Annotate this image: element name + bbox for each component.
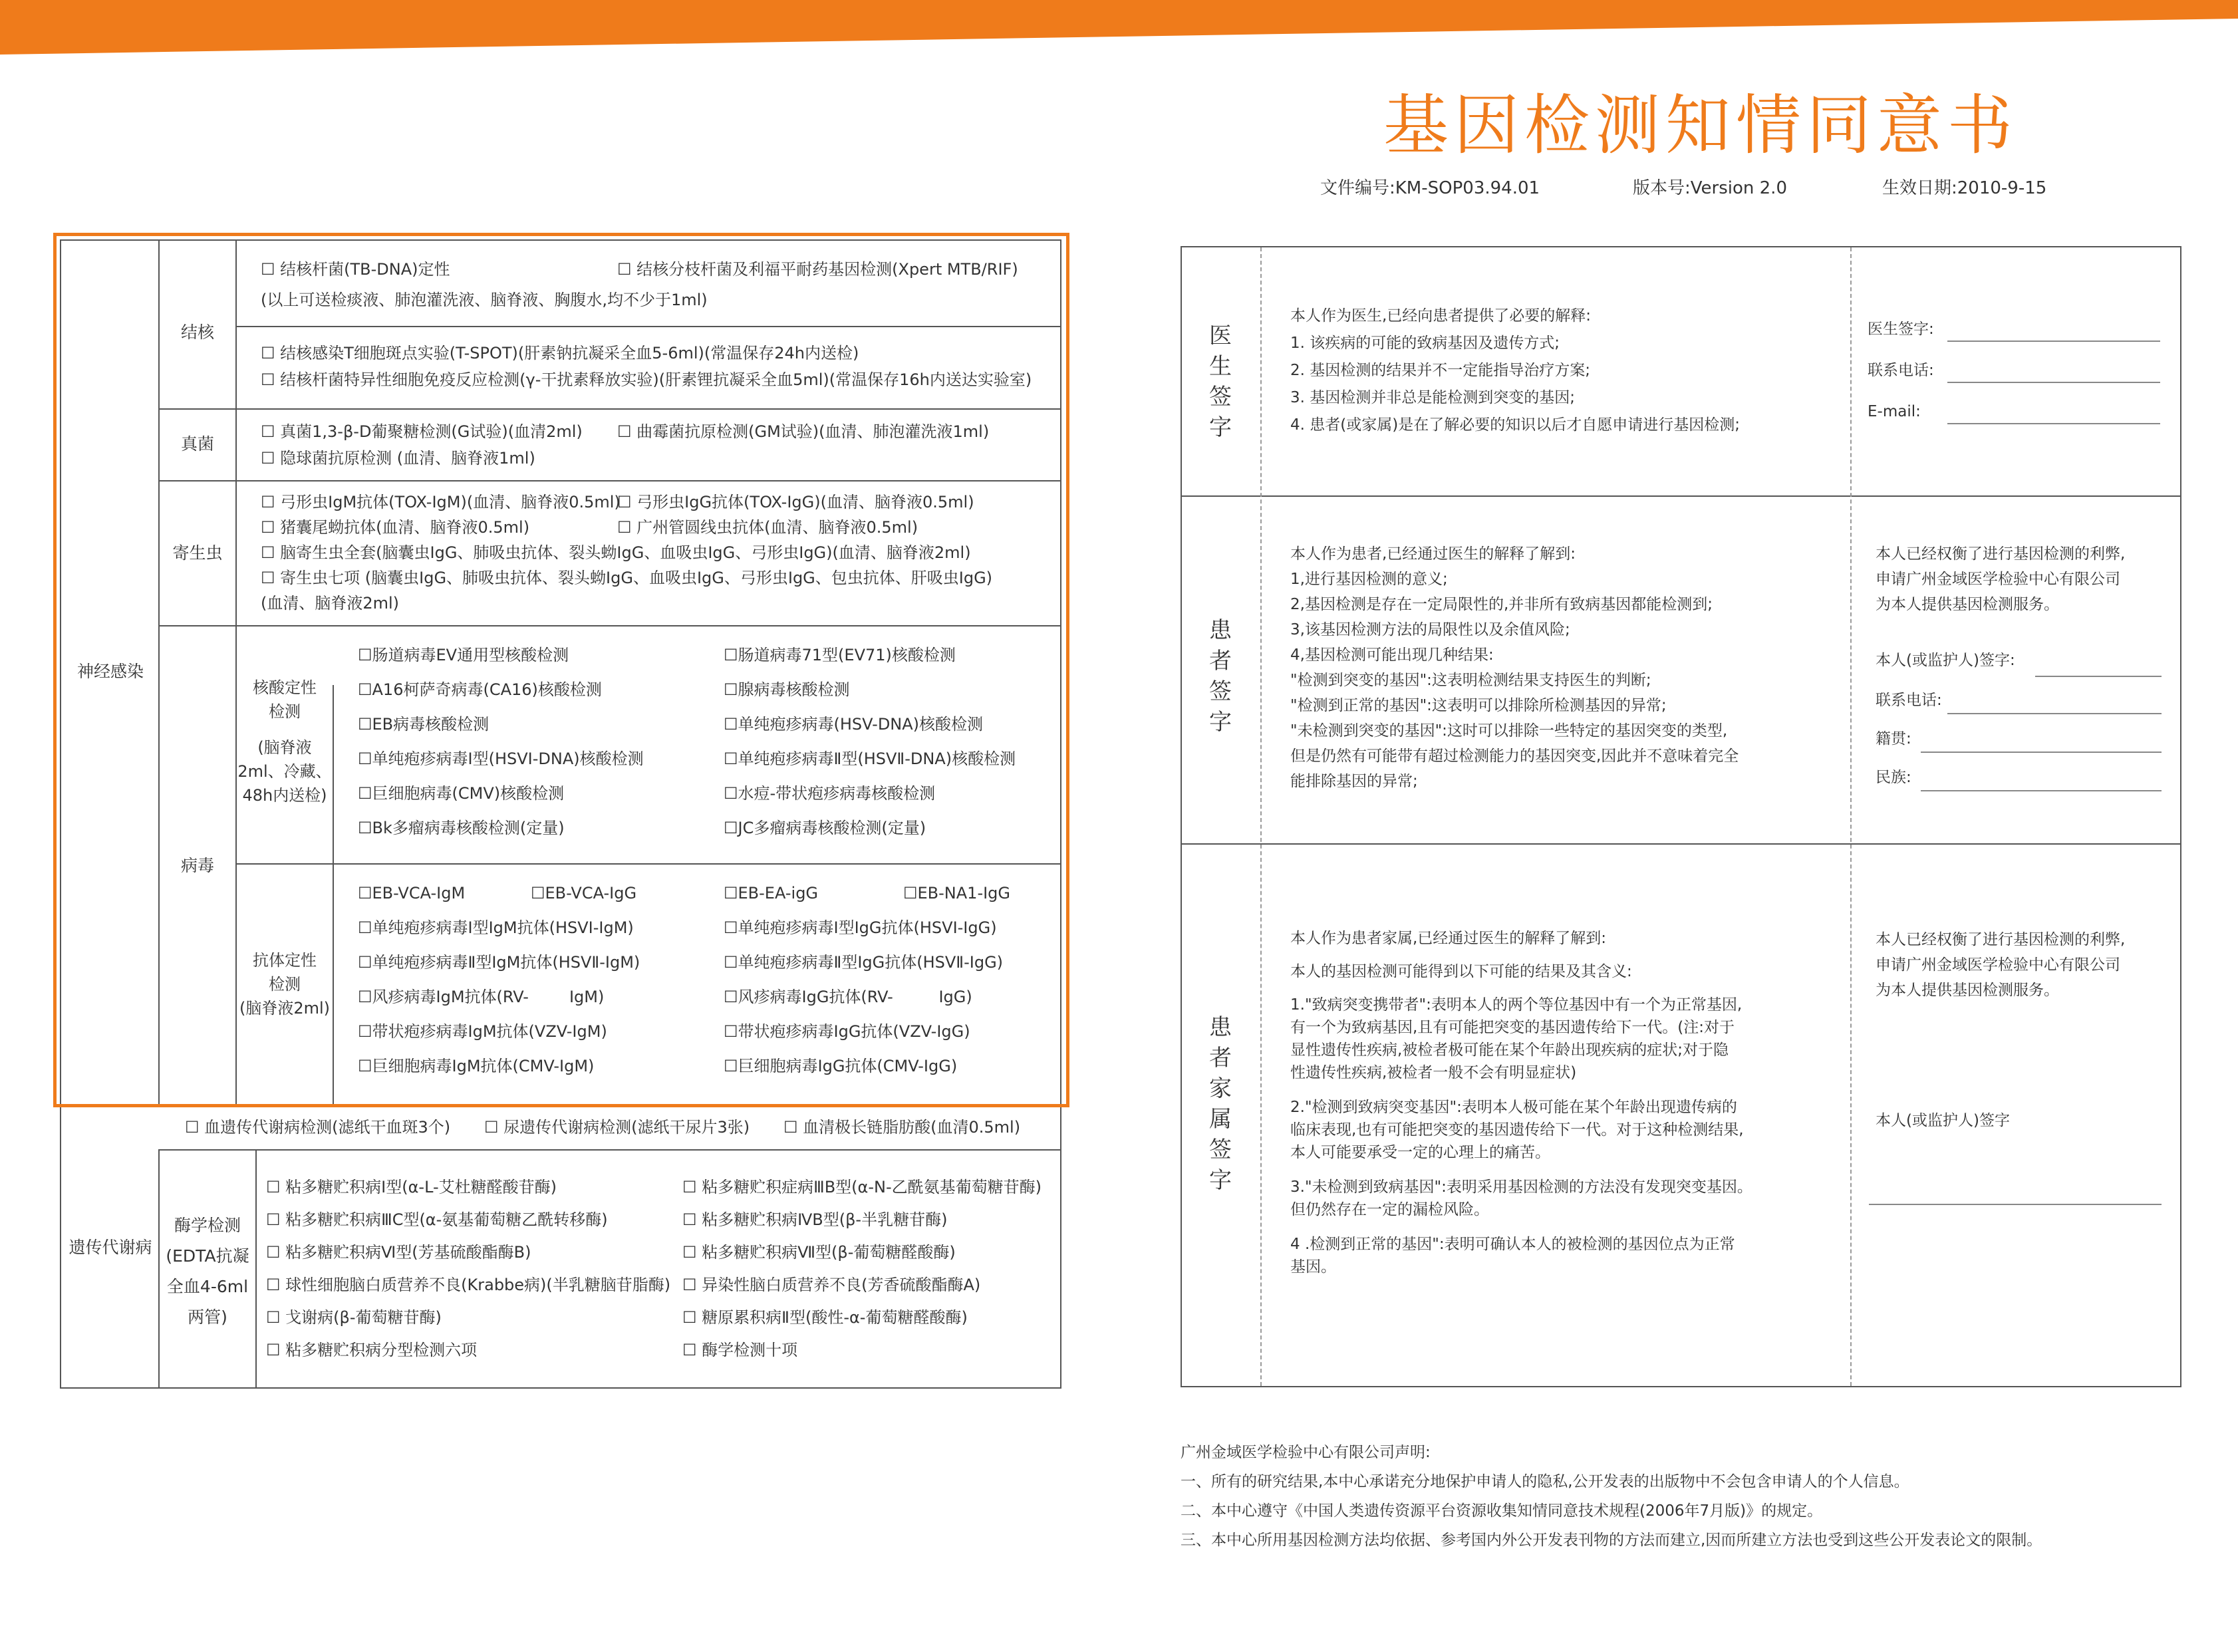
enzyme-test-checkbox[interactable]: ☐ 异染性脑白质营养不良(芳香硫酸酯酶A): [682, 1276, 981, 1294]
nucleic-test-checkbox[interactable]: ☐单纯疱疹病毒Ⅰ型(HSVⅠ-DNA)核酸检测: [358, 750, 644, 768]
vertical-label-char: 生: [1209, 353, 1232, 380]
family-signature-label: [1207, 1012, 1234, 1196]
doctor-signature-label: [1207, 321, 1234, 443]
enzyme-test-checkbox[interactable]: ☐ 粘多糖贮积病分型检测六项: [266, 1341, 478, 1359]
tb-label: 结核: [180, 323, 214, 342]
fungus-label: 真菌: [180, 434, 214, 454]
doctor-statement-line: 本人作为医生,已经向患者提供了必要的解释:: [1290, 307, 1592, 325]
nucleic-test-checkbox[interactable]: ☐腺病毒核酸检测: [724, 680, 850, 699]
family-statement-line: 4 .检测到正常的基因":表明可确认本人的被检测的基因位点为正常: [1290, 1236, 1735, 1253]
statement-item: 三、本中心所用基因检测方法均依据、参考国内外公开发表刊物的方法而建立,因而所建立方法也受到这些公开发表论文的限制。: [1181, 1532, 2042, 1549]
xpert-checkbox[interactable]: ☐ 结核分枝杆菌及利福平耐药基因检测(Xpert MTB/RIF): [617, 260, 1018, 279]
vertical-label-char: 字: [1209, 414, 1232, 441]
urine-metabolic-checkbox[interactable]: ☐ 尿遗传代谢病检测(滤纸干尿片3张): [484, 1118, 750, 1137]
patient-statement-line: 4,基因检测可能出现几种结果:: [1290, 646, 1494, 664]
patient-phone-line[interactable]: [1947, 713, 2162, 714]
vertical-label-char: 字: [1209, 1167, 1232, 1194]
family-statement: [1290, 927, 1752, 1278]
nucleic-test-checkbox[interactable]: ☐EB病毒核酸检测: [358, 715, 490, 734]
enzyme-test-checkbox[interactable]: ☐ 粘多糖贮积病ⅢC型(α-氨基葡萄糖乙酰转移酶): [266, 1210, 608, 1229]
igra-checkbox[interactable]: ☐ 结核杆菌特异性细胞免疫反应检测(γ-干扰素释放实验)(肝素锂抗凝采全血5ml)(常温保存16h内送达实验室): [261, 370, 1032, 389]
antibody-test-checkbox[interactable]: ☐单纯疱疹病毒Ⅰ型IgG抗体(HSVⅠ-IgG): [724, 918, 997, 937]
patient-statement: [1290, 541, 1739, 794]
doctor-phone-line[interactable]: [1947, 382, 2160, 383]
patient-origin-line[interactable]: [1921, 752, 2162, 753]
nucleic-test-checkbox[interactable]: ☐JC多瘤病毒核酸检测(定量): [724, 819, 926, 837]
antibody-ebv-checkbox[interactable]: ☐EB-EA-igG: [724, 884, 819, 902]
patient-statement-line: 能排除基因的异常;: [1290, 773, 1418, 790]
vertical-label-char: 签: [1209, 1137, 1232, 1163]
statement-title: 广州金域医学检验中心有限公司声明:: [1181, 1444, 1431, 1461]
family-statement-line: 本人可能要承受一定的心理上的痛苦。: [1290, 1144, 1550, 1161]
tspot-checkbox[interactable]: ☐ 结核感染T细胞斑点实验(T-SPOT)(肝素钠抗凝采全血5-6ml)(常温保存24h内送检): [261, 344, 859, 362]
nucleic-test-checkbox[interactable]: ☐巨细胞病毒(CMV)核酸检测: [358, 784, 565, 803]
vertical-label-char: 医: [1209, 323, 1232, 349]
nucleic-test-checkbox[interactable]: ☐水痘-带状疱疹病毒核酸检测: [724, 784, 936, 803]
enzyme-test-checkbox[interactable]: ☐ 戈谢病(β-葡萄糖苷酶): [266, 1308, 442, 1327]
doctor-statement-line: 4. 患者(或家属)是在了解必要的知识以后才自愿申请进行基因检测;: [1290, 416, 1740, 434]
g-test-checkbox[interactable]: ☐ 真菌1,3-β-D葡聚糖检测(G试验)(血清2ml): [261, 422, 583, 441]
parasite-sample-note: (血清、脑脊液2ml): [261, 594, 400, 613]
doctor-statement: [1290, 303, 1740, 439]
patient-ethnic-label: 民族:: [1876, 769, 1911, 786]
tox-igg-checkbox[interactable]: ☐ 弓形虫IgG抗体(TOX-IgG)(血清、脑脊液0.5ml): [617, 493, 974, 511]
patient-ethnic-line[interactable]: [1921, 790, 2162, 791]
antibody-ebv-checkbox[interactable]: ☐EB-VCA-IgM: [358, 884, 466, 902]
antibody-test-checkbox[interactable]: ☐带状疱疹病毒IgM抗体(VZV-IgM): [358, 1022, 607, 1041]
family-statement-line: 3."未检测到致病基因":表明采用基因检测的方法没有发现突变基因。: [1290, 1178, 1752, 1196]
antibody-test-checkbox[interactable]: ☐单纯疱疹病毒Ⅱ型IgM抗体(HSVⅡ-IgM): [358, 953, 640, 972]
angiostrongylus-checkbox[interactable]: ☐ 广州管圆线虫抗体(血清、脑脊液0.5ml): [617, 518, 918, 537]
enzyme-test-checkbox[interactable]: ☐ 球性细胞脑白质营养不良(Krabbe病)(半乳糖脑苷脂酶): [266, 1276, 671, 1294]
antibody-test-label: 抗体定性 检测 (脑脊液2ml): [239, 951, 331, 1018]
patient-origin-label: 籍贯:: [1876, 730, 1911, 748]
cysticercus-checkbox[interactable]: ☐ 猪囊尾蚴抗体(血清、脑脊液0.5ml): [261, 518, 530, 537]
crypto-checkbox[interactable]: ☐ 隐球菌抗原检测 (血清、脑脊液1ml): [261, 449, 535, 468]
nucleic-test-label: 核酸定性 检测 (脑脊液 2ml、冷藏、 48h内送检): [237, 678, 332, 805]
family-statement-line: 显性遗传性疾病,被检者极可能在某个年龄出现疾病的症状;对于隐: [1290, 1041, 1729, 1059]
nucleic-test-checkbox[interactable]: ☐Bk多瘤病毒核酸检测(定量): [358, 819, 565, 837]
vertical-label-char: 家: [1209, 1075, 1232, 1102]
patient-statement-line: 3,该基因检测方法的局限性以及余值风险;: [1290, 621, 1570, 638]
vertical-label-char: 属: [1209, 1106, 1232, 1133]
doctor-sign-line[interactable]: [1947, 341, 2160, 342]
patient-statement-line: 本人作为患者,已经通过医生的解释了解到:: [1290, 545, 1576, 563]
family-sign-label: 本人(或监护人)签字: [1876, 1112, 2010, 1129]
doctor-email-line[interactable]: [1947, 423, 2160, 424]
antibody-test-checkbox[interactable]: ☐风疹病毒IgG抗体(RV- IgG): [724, 988, 972, 1006]
family-statement-line: 性遗传性疾病,被检者一般不会有明显症状): [1290, 1064, 1577, 1081]
enzyme-test-checkbox[interactable]: ☐ 酶学检测十项: [682, 1341, 798, 1359]
doctor-statement-line: 2. 基因检测的结果并不一定能指导治疗方案;: [1290, 362, 1591, 379]
enzyme-test-checkbox[interactable]: ☐ 粘多糖贮积病Ⅶ型(β-葡萄糖醛酸酶): [682, 1243, 956, 1262]
hereditary-label: 遗传代谢病: [69, 1238, 152, 1257]
nucleic-test-checkbox[interactable]: ☐单纯疱疹病毒Ⅱ型(HSVⅡ-DNA)核酸检测: [724, 750, 1016, 768]
nucleic-test-checkbox[interactable]: ☐肠道病毒EV通用型核酸检测: [358, 646, 569, 664]
enzyme-test-checkbox[interactable]: ☐ 粘多糖贮积病Ⅰ型(α-L-艾杜糖醛酸苷酶): [266, 1178, 557, 1196]
doctor-email-label: E-mail:: [1868, 403, 1921, 420]
enzyme-test-checkbox[interactable]: ☐ 糖原累积病Ⅱ型(酸性-α-葡萄糖醛酸酶): [682, 1308, 968, 1327]
vertical-label-char: 字: [1209, 709, 1232, 736]
enzyme-test-checkbox[interactable]: ☐ 粘多糖贮积病ⅣB型(β-半乳糖苷酶): [682, 1210, 948, 1229]
patient-consent-line: 为本人提供基因检测服务。: [1876, 596, 2059, 613]
doctor-phone-label: 联系电话:: [1868, 362, 1934, 379]
nucleic-test-checkbox[interactable]: ☐A16柯萨奇病毒(CA16)核酸检测: [358, 680, 602, 699]
antibody-test-checkbox[interactable]: ☐巨细胞病毒IgG抗体(CMV-IgG): [724, 1057, 958, 1075]
parasite-label: 寄生虫: [172, 543, 223, 563]
doctor-statement-line: 1. 该疾病的可能的致病基因及遗传方式;: [1290, 335, 1560, 352]
patient-statement-line: 2,基因检测是存在一定局限性的,并非所有致病基因都能检测到;: [1290, 596, 1713, 613]
gm-test-checkbox[interactable]: ☐ 曲霉菌抗原检测(GM试验)(血清、肺泡灌洗液1ml): [617, 422, 990, 441]
doc-number: 文件编号:KM-SOP03.94.01: [1320, 178, 1540, 198]
version-number: 版本号:Version 2.0: [1633, 178, 1787, 198]
patient-consent-line: 本人已经权衡了进行基因检测的利弊,: [1876, 545, 2126, 563]
vlcfa-checkbox[interactable]: ☐ 血清极长链脂肪酸(血清0.5ml): [783, 1118, 1021, 1137]
nucleic-test-checkbox[interactable]: ☐单纯疱疹病毒(HSV-DNA)核酸检测: [724, 715, 984, 734]
antibody-ebv-checkbox[interactable]: ☐EB-VCA-IgG: [531, 884, 637, 902]
antibody-test-checkbox[interactable]: ☐单纯疱疹病毒Ⅰ型IgM抗体(HSVⅠ-IgM): [358, 918, 634, 937]
family-statement-line: 1."致病突变携带者":表明本人的两个等位基因中有一个为正常基因,: [1290, 996, 1743, 1014]
doctor-statement-line: 3. 基因检测并非总是能检测到突变的基因;: [1290, 389, 1576, 406]
statement-item: 一、所有的研究结果,本中心承诺充分地保护申请人的隐私,公开发表的出版物中不会包含申请人的个人信息。: [1181, 1473, 1909, 1490]
patient-phone-label: 联系电话:: [1876, 692, 1942, 709]
antibody-test-checkbox[interactable]: ☐单纯疱疹病毒Ⅱ型IgG抗体(HSVⅡ-IgG): [724, 953, 1004, 972]
family-statement-line: 本人作为患者家属,已经通过医生的解释了解到:: [1290, 930, 1607, 947]
vertical-label-char: 签: [1209, 678, 1232, 705]
doctor-sign-label: 医生签字:: [1868, 321, 1934, 338]
patient-statement-line: 但是仍然有可能带有超过检测能力的基因突变,因此并不意味着完全: [1290, 748, 1739, 765]
virus-label: 病毒: [180, 856, 214, 875]
patient-consent-text: [1876, 541, 2125, 617]
tb-sample-note: (以上可送检痰液、肺泡灌洗液、脑脊液、胸腹水,均不少于1ml): [261, 291, 708, 309]
enzyme-test-checkbox[interactable]: ☐ 粘多糖贮积症病ⅢB型(α-N-乙酰氨基葡萄糖苷酶): [682, 1178, 1042, 1196]
statement-item: 二、本中心遵守《中国人类遗传资源平台资源收集知情同意技术规程(2006年7月版)》的规定。: [1181, 1502, 1823, 1520]
patient-statement-line: "检测到突变的基因":这表明检测结果支持医生的判断;: [1290, 672, 1651, 689]
vertical-label-char: 患: [1209, 1014, 1232, 1041]
patient-statement-line: "未检测到突变的基因":这时可以排除一些特定的基因突变的类型,: [1290, 722, 1728, 740]
brain-parasite-panel-checkbox[interactable]: ☐ 脑寄生虫全套(脑囊虫IgG、肺吸虫抗体、裂头蚴IgG、血吸虫IgG、弓形虫IgG)(血清、脑脊液2ml): [261, 543, 971, 562]
tox-igm-checkbox[interactable]: ☐ 弓形虫IgM抗体(TOX-IgM)(血清、脑脊液0.5ml): [261, 493, 621, 511]
company-statement: [1181, 1438, 2042, 1555]
patient-signature-label: [1207, 615, 1234, 738]
blood-metabolic-checkbox[interactable]: ☐ 血遗传代谢病检测(滤纸干血斑3个): [185, 1118, 451, 1137]
family-statement-line: 但仍然存在一定的漏检风险。: [1290, 1201, 1489, 1218]
effective-date: 生效日期:2010-9-15: [1882, 178, 2047, 198]
family-statement-line: 基因。: [1290, 1258, 1336, 1276]
patient-sign-line[interactable]: [2035, 676, 2162, 677]
vertical-label-char: 患: [1209, 617, 1232, 644]
patient-statement-line: "检测到正常的基因":这表明可以排除所检测基因的异常;: [1290, 697, 1667, 714]
patient-sign-label: 本人(或监护人)签字:: [1876, 652, 2015, 669]
patient-consent-line: 申请广州金域医学检验中心有限公司: [1876, 571, 2120, 588]
family-sign-line[interactable]: [1869, 1204, 2162, 1205]
family-consent-line: 本人已经权衡了进行基因检测的利弊,: [1876, 931, 2126, 948]
vertical-label-char: 签: [1209, 384, 1232, 410]
nucleic-test-checkbox[interactable]: ☐肠道病毒71型(EV71)核酸检测: [724, 646, 956, 664]
vertical-label-char: 者: [1209, 1045, 1232, 1071]
antibody-test-checkbox[interactable]: ☐带状疱疹病毒IgG抗体(VZV-IgG): [724, 1022, 970, 1041]
family-statement-line: 本人的基因检测可能得到以下可能的结果及其含义:: [1290, 963, 1632, 980]
family-statement-line: 临床表现,也有可能把突变的基因遗传给下一代。对于这种检测结果,: [1290, 1121, 1744, 1139]
antibody-ebv-checkbox[interactable]: ☐EB-NA1-IgG: [903, 884, 1011, 902]
family-consent-line: 申请广州金域医学检验中心有限公司: [1876, 956, 2120, 974]
page-title: 基因检测知情同意书: [1383, 88, 2019, 164]
family-statement-line: 有一个为致病基因,且有可能把突变的基因遗传给下一代。(注:对于: [1290, 1019, 1735, 1036]
family-consent-text: [1876, 927, 2125, 1003]
antibody-test-checkbox[interactable]: ☐风疹病毒IgM抗体(RV- IgM): [358, 988, 605, 1006]
enzyme-test-label: 酶学检测 (EDTA抗凝 全血4-6ml 两管): [166, 1216, 249, 1327]
parasite-seven-checkbox[interactable]: ☐ 寄生虫七项 (脑囊虫IgG、肺吸虫抗体、裂头蚴IgG、血吸虫IgG、弓形虫IgG、包虫抗体、肝吸虫IgG): [261, 569, 993, 587]
tb-dna-checkbox[interactable]: ☐ 结核杆菌(TB-DNA)定性: [261, 260, 450, 279]
neuro-infection-label: 神经感染: [76, 662, 144, 681]
family-consent-line: 为本人提供基因检测服务。: [1876, 982, 2059, 999]
family-statement-line: 2."检测到致病突变基因":表明本人极可能在某个年龄出现遗传病的: [1290, 1099, 1737, 1116]
patient-statement-line: 1,进行基因检测的意义;: [1290, 571, 1448, 588]
antibody-test-checkbox[interactable]: ☐巨细胞病毒IgM抗体(CMV-IgM): [358, 1057, 595, 1075]
vertical-label-char: 者: [1209, 648, 1232, 674]
enzyme-test-checkbox[interactable]: ☐ 粘多糖贮积病Ⅵ型(芳基硫酸酯酶B): [266, 1243, 531, 1262]
